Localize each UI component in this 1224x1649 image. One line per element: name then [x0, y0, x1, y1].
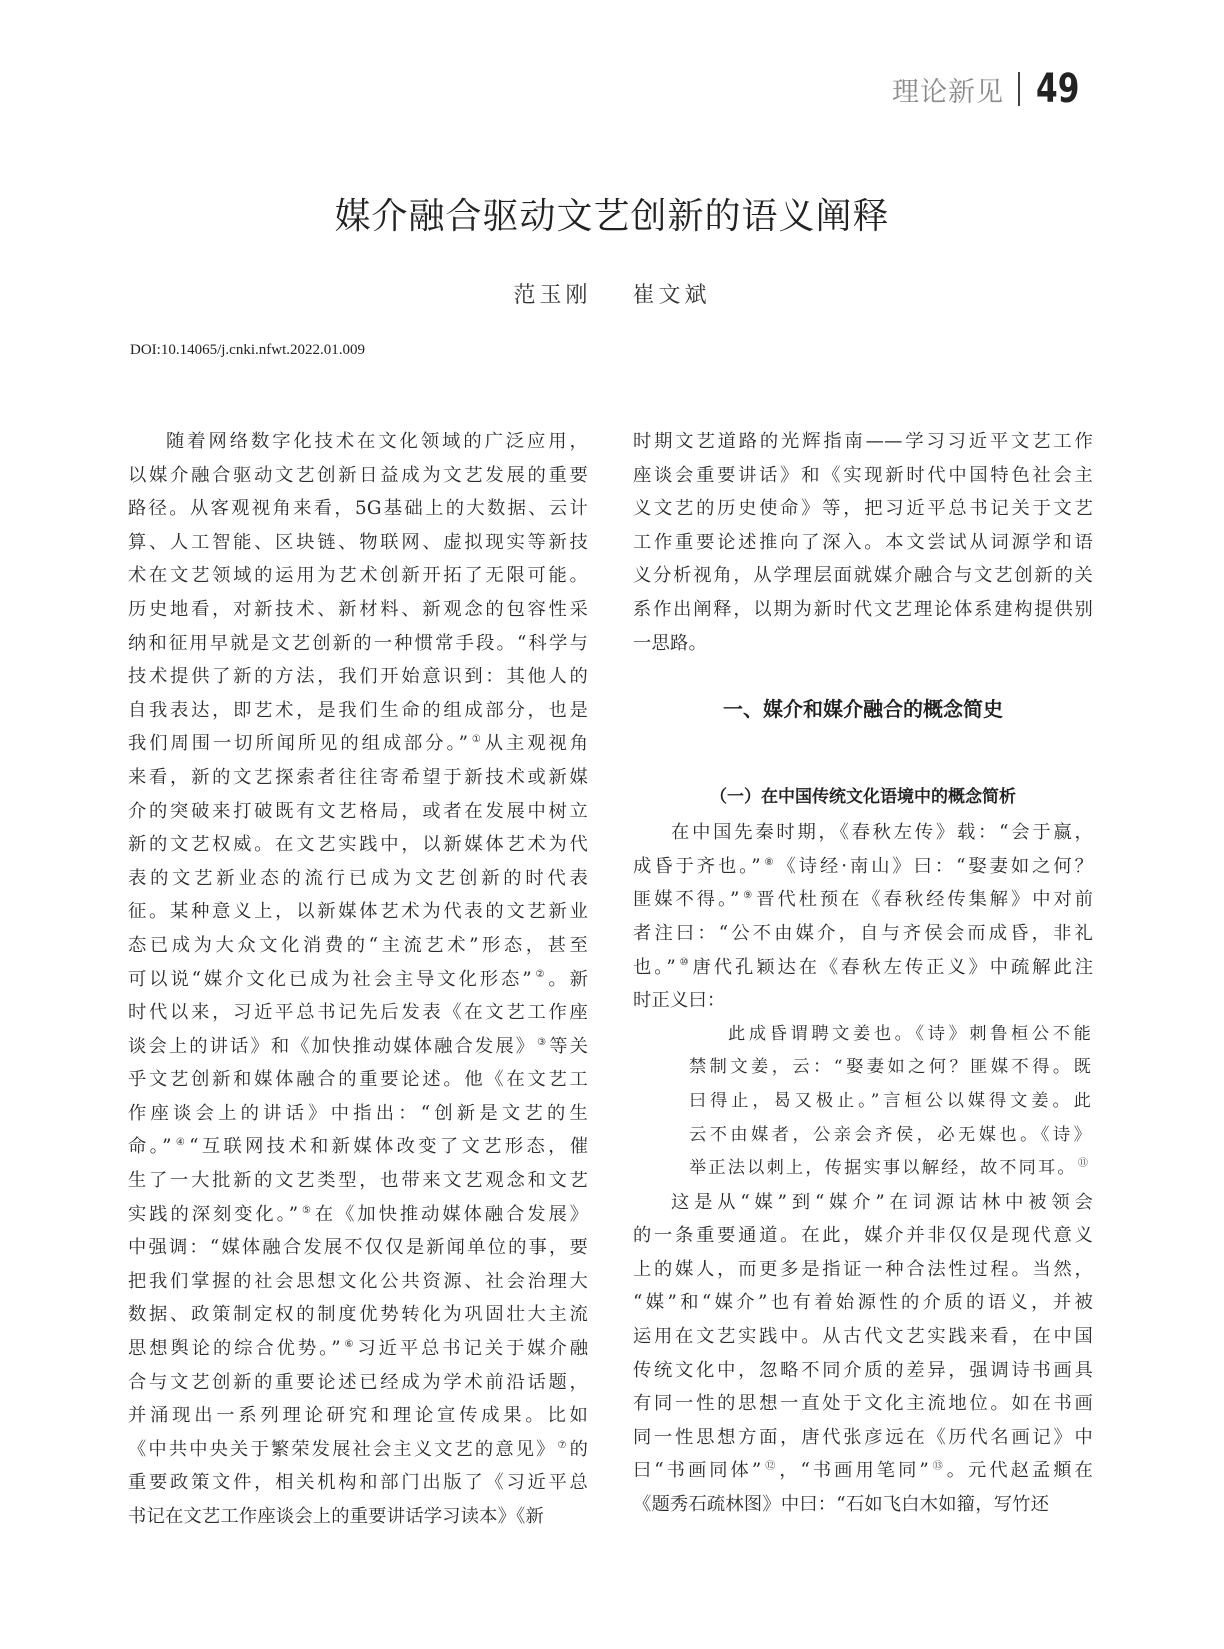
- footnote-marker[interactable]: ⑦: [557, 1439, 569, 1451]
- text-line: 来看，新的文艺探索者往往寄希望于新技术或新媒: [128, 766, 588, 788]
- footnote-marker[interactable]: ②: [532, 969, 548, 981]
- block-quote: [633, 1018, 1093, 1186]
- text-line: 纳和征用早就是文艺创新的一种惯常手段。“科学与: [128, 632, 588, 654]
- text-line: 把我们掌握的社会思想文化公共资源、社会治理大: [128, 1270, 588, 1292]
- text-line: 以媒介融合驱动文艺创新日益成为文艺发展的重要: [128, 464, 588, 486]
- running-head: [892, 66, 1094, 112]
- text-line: 有同一性的思想一直处于文化主流地位。如在书画: [633, 1393, 1093, 1415]
- subsection-heading: （一）在中国传统文化语境中的概念简析: [710, 787, 1016, 808]
- paragraph: [633, 816, 1093, 1018]
- footnote-marker[interactable]: ①: [469, 734, 484, 746]
- text-line: 实践的深刻变化。”⑤在《加快推动媒体融合发展》: [128, 1203, 589, 1225]
- text-line: 工作重要论述推向了深入。本文尝试从词源学和语: [633, 531, 1093, 553]
- text-line: 一思路。: [633, 632, 707, 654]
- footnote-marker[interactable]: ④: [172, 1137, 189, 1149]
- text-line: 新的文艺权威。在文艺实践中，以新媒体艺术为代: [128, 834, 588, 856]
- text-line: 乎文艺创新和媒体融合的重要论述。他《在文艺工: [128, 1069, 588, 1091]
- text-line: 云不由媒者，公亲会齐侯，必无媒也。《诗》: [689, 1124, 1093, 1145]
- footnote-marker[interactable]: ⑧: [761, 856, 777, 868]
- article-title: 媒介融合驱动文艺创新的语义阐释: [334, 196, 890, 237]
- text-line: 义分析视角，从学理层面就媒介融合与文艺创新的关: [633, 565, 1093, 587]
- footnote-marker[interactable]: ⑫: [762, 1461, 779, 1473]
- text-line: 《中共中央关于繁荣发展社会主义文艺的意见》⑦的: [128, 1438, 589, 1460]
- running-head-section: 理论新见: [892, 76, 1004, 108]
- footnote-marker[interactable]: ⑥: [341, 1338, 357, 1350]
- author-name: 崔文斌: [632, 283, 711, 308]
- text-line: 时期文艺道路的光辉指南——学习习近平文艺工作: [633, 431, 1093, 452]
- text-line: 也。”⑩唐代孔颖达在《春秋左传正义》中疏解此注: [633, 956, 1094, 978]
- text-line: 系作出阐释，以期为新时代文艺理论体系建构提供别: [633, 598, 1093, 620]
- text-line: 随着网络数字化技术在文化领域的广泛应用，: [166, 431, 588, 452]
- section-heading: 一、媒介和媒介融合的概念简史: [723, 697, 1003, 722]
- running-head-divider: [1018, 72, 1020, 106]
- intro-paragraph-continued: [633, 425, 1093, 660]
- footnote-marker[interactable]: ⑨: [740, 890, 756, 902]
- text-line: 这是从“媒”到“媒介”在词源诂林中被领会: [671, 1191, 1093, 1213]
- text-line: 重要政策文件，相关机构和部门出版了《习近平总: [128, 1472, 588, 1494]
- text-line: 成昏于齐也。”⑧《诗经·南山》曰：“娶妻如之何？: [633, 855, 1094, 877]
- right-column: [633, 425, 1093, 1522]
- text-line: 作座谈会上的讲话》中指出：“创新是文艺的生: [128, 1102, 588, 1124]
- footnote-marker[interactable]: ⑪: [1077, 1158, 1091, 1170]
- text-line: 可以说“媒介文化已成为社会主导文化形态”②。新: [128, 968, 589, 990]
- text-line: 在中国先秦时期，《春秋左传》载：“会于嬴，: [671, 822, 1093, 844]
- text-line: 合与文艺创新的重要论述已经成为学术前沿话题，: [128, 1371, 588, 1393]
- text-line: 时代以来，习近平总书记先后发表《在文艺工作座: [128, 1002, 588, 1024]
- text-line: 中强调：“媒体融合发展不仅仅是新闻单位的事，要: [128, 1237, 588, 1259]
- text-line: 我们周围一切所闻所见的组成部分。”①从主观视角: [128, 733, 589, 755]
- doi: DOI:10.14065/j.cnki.nfwt.2022.01.009: [130, 342, 365, 358]
- left-column: [128, 425, 588, 1534]
- footnote-marker[interactable]: ③: [537, 1036, 549, 1048]
- text-line: 生了一大批新的文艺类型，也带来文艺观念和文艺: [128, 1170, 588, 1192]
- text-line: 举正法以刺上，传据实事以解经，故不同耳。⑪: [689, 1158, 1091, 1179]
- text-line: 义文艺的历史使命》等，把习近平总书记关于文艺: [633, 498, 1093, 520]
- text-line: 的一条重要通道。在此，媒介并非仅仅是现代意义: [633, 1225, 1093, 1247]
- text-line: 匪媒不得。”⑨晋代杜预在《春秋经传集解》中对前: [633, 889, 1094, 911]
- text-line: 禁制文姜，云：“娶妻如之何？匪媒不得。既: [689, 1057, 1093, 1078]
- text-line: 《题秀石疏林图》中曰：“石如飞白木如籀，写竹还: [633, 1494, 1050, 1516]
- text-line: 命。”④“互联网技术和新媒体改变了文艺形态，催: [128, 1136, 589, 1158]
- text-line: 运用在文艺实践中。从古代文艺实践来看，在中国: [633, 1326, 1093, 1348]
- text-line: 介的突破来打破既有文艺格局，或者在发展中树立: [128, 800, 588, 822]
- text-line: 谈会上的讲话》和《加快推动媒体融合发展》③等关: [128, 1035, 589, 1057]
- text-line: 态已成为大众文化消费的“主流艺术”形态，甚至: [128, 934, 588, 956]
- text-line: 书记在文艺工作座谈会上的重要讲话学习读本》《新: [128, 1506, 544, 1527]
- text-line: 术在文艺领域的运用为艺术创新开拓了无限可能。: [128, 565, 588, 587]
- text-line: “媒”和“媒介”也有着始源性的介质的语义，并被: [633, 1292, 1093, 1314]
- text-line: 征。某种意义上，以新媒体艺术为代表的文艺新业: [128, 901, 588, 923]
- footnote-marker[interactable]: ⑤: [299, 1204, 314, 1216]
- text-line: 算、人工智能、区块链、物联网、虚拟现实等新技: [128, 531, 588, 553]
- paragraph: [633, 1186, 1093, 1522]
- author-name: 范玉刚: [513, 283, 592, 308]
- text-line: 历史地看，对新技术、新材料、新观念的包容性采: [128, 598, 588, 620]
- text-line: 传统文化中，忽略不同介质的差异，强调诗书画具: [633, 1359, 1093, 1381]
- footnote-marker[interactable]: ⑩: [676, 957, 692, 969]
- footnote-marker[interactable]: ⑬: [929, 1461, 946, 1473]
- text-line: 者注曰：“公不由媒介，自与齐侯会而成昏，非礼: [633, 922, 1093, 944]
- text-line: 曰“书画同体”⑫，“书画用笔同”⑬。元代赵孟頫在: [633, 1460, 1093, 1482]
- text-line: 路径。从客观视角来看，5G基础上的大数据、云计: [128, 498, 588, 520]
- text-line: 同一性思想方面，唐代张彦远在《历代名画记》中: [633, 1426, 1093, 1448]
- text-line: 数据、政策制定权的制度优势转化为巩固壮大主流: [128, 1304, 588, 1326]
- text-line: 思想舆论的综合优势。”⑥习近平总书记关于媒介融: [128, 1338, 589, 1360]
- text-line: 自我表达，即艺术，是我们生命的组成部分，也是: [128, 699, 588, 721]
- text-line: 时正义曰：: [633, 990, 726, 1012]
- authors: [0, 278, 1224, 309]
- text-line: 技术提供了新的方法，我们开始意识到：其他人的: [128, 666, 588, 688]
- text-line: 座谈会重要讲话》和《实现新时代中国特色社会主: [633, 464, 1093, 486]
- text-line: 此成昏谓聘文姜也。《诗》刺鲁桓公不能: [728, 1023, 1093, 1044]
- page-number: 49: [1036, 66, 1080, 112]
- text-line: 并涌现出一系列理论研究和理论宣传成果。比如: [128, 1405, 588, 1427]
- text-line: 曰得止，曷又极止。”言桓公以媒得文姜。此: [689, 1090, 1093, 1111]
- text-line: 上的媒人，而更多是指证一种合法性过程。当然，: [633, 1258, 1093, 1280]
- text-line: 表的文艺新业态的流行已成为文艺创新的时代表: [128, 867, 588, 889]
